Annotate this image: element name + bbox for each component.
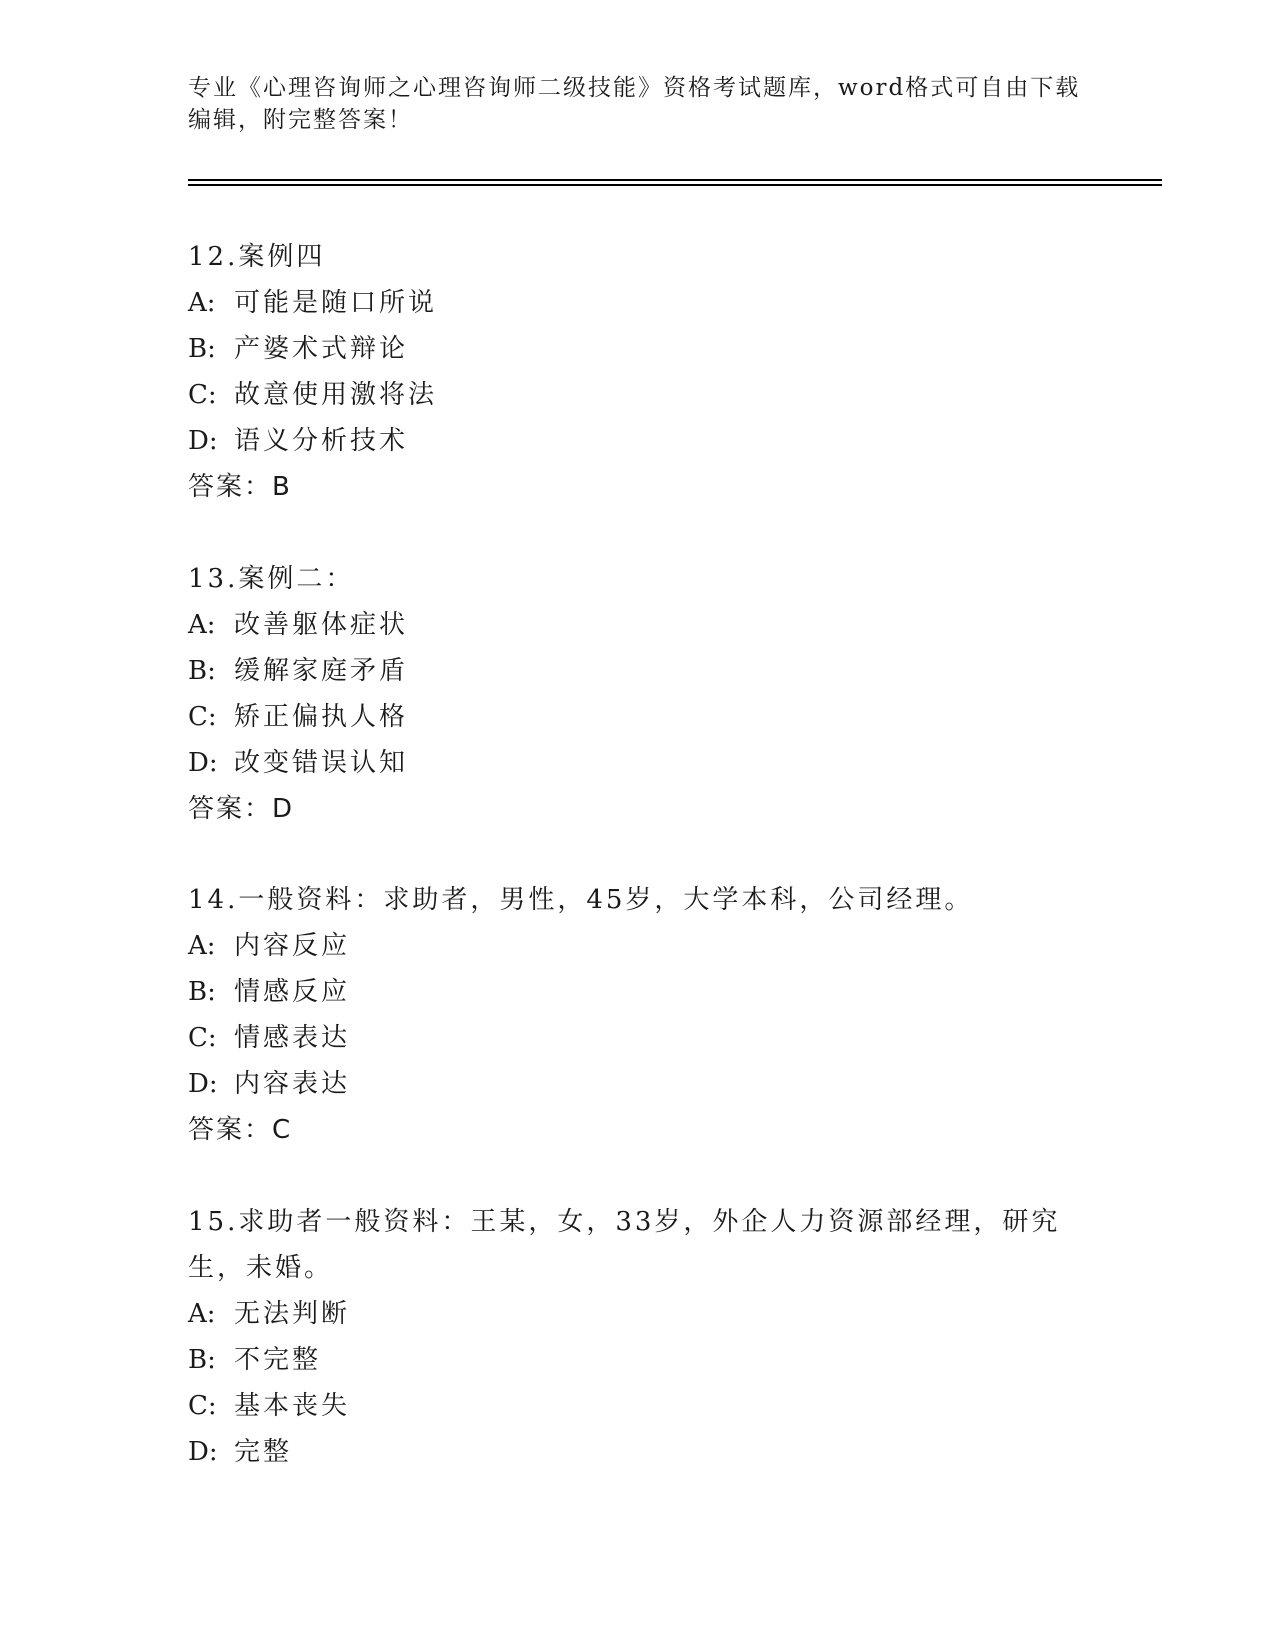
option-a: [188, 923, 1088, 969]
option-text: 不完整: [234, 1345, 322, 1375]
option-text: 无法判断: [234, 1299, 351, 1329]
question-15: [188, 1199, 1088, 1475]
option-letter: C:: [188, 1391, 217, 1421]
option-letter: D:: [188, 426, 218, 456]
option-text: 完整: [234, 1437, 293, 1467]
option-text: 情感反应: [234, 977, 351, 1007]
option-b: [188, 1337, 1088, 1383]
option-d: [188, 740, 1088, 786]
option-c: [188, 694, 1088, 740]
option-text: 情感表达: [234, 1023, 351, 1053]
question-title: 14.一般资料：求助者，男性，45岁，大学本科，公司经理。: [188, 885, 974, 915]
question-14: [188, 877, 1088, 1153]
option-text: 基本丧失: [234, 1391, 351, 1421]
option-text: 矫正偏执人格: [234, 702, 409, 732]
option-d: [188, 1061, 1088, 1107]
option-b: [188, 969, 1088, 1015]
question-12: [188, 234, 1088, 510]
option-c: [188, 1015, 1088, 1061]
option-letter: A:: [188, 931, 216, 961]
option-letter: B:: [188, 334, 216, 364]
option-letter: B:: [188, 977, 216, 1007]
option-b: [188, 648, 1088, 694]
question-title: 12.案例四: [188, 242, 326, 272]
option-letter: C:: [188, 1023, 217, 1053]
option-text: 内容反应: [234, 931, 351, 961]
question-title: 15.求助者一般资料：王某，女，33岁，外企人力资源部经理，研究生，未婚。: [188, 1207, 1061, 1283]
option-c: [188, 1383, 1088, 1429]
question-title: 13.案例二：: [188, 564, 355, 594]
header-divider-top: [188, 179, 1162, 181]
option-letter: D:: [188, 1437, 218, 1467]
question-13: [188, 556, 1088, 832]
option-b: [188, 326, 1088, 372]
option-text: 改善躯体症状: [234, 610, 409, 640]
option-letter: A:: [188, 288, 216, 318]
answer-line: 答案：B: [188, 472, 292, 502]
option-letter: D:: [188, 748, 218, 778]
option-letter: D:: [188, 1069, 218, 1099]
option-letter: A:: [188, 1299, 216, 1329]
option-letter: C:: [188, 380, 217, 410]
option-a: [188, 602, 1088, 648]
option-text: 故意使用激将法: [234, 380, 438, 410]
option-d: [188, 418, 1088, 464]
option-letter: A:: [188, 610, 216, 640]
option-c: [188, 372, 1088, 418]
answer-line: 答案：D: [188, 794, 295, 824]
option-text: 内容表达: [234, 1069, 351, 1099]
option-text: 可能是随口所说: [234, 288, 438, 318]
answer-line: 答案：C: [188, 1115, 293, 1145]
header-divider-bottom: [188, 184, 1162, 186]
option-d: [188, 1429, 1088, 1475]
option-letter: C:: [188, 702, 217, 732]
option-text: 语义分析技术: [234, 426, 409, 456]
option-text: 产婆术式辩论: [234, 334, 409, 364]
option-text: 改变错误认知: [234, 748, 409, 778]
option-a: [188, 280, 1088, 326]
document-header: 专业《心理咨询师之心理咨询师二级技能》资格考试题库，word格式可自由下载编辑，附完整答案！: [188, 75, 1081, 133]
option-letter: B:: [188, 1345, 216, 1375]
option-letter: B:: [188, 656, 216, 686]
option-a: [188, 1291, 1088, 1337]
option-text: 缓解家庭矛盾: [234, 656, 409, 686]
